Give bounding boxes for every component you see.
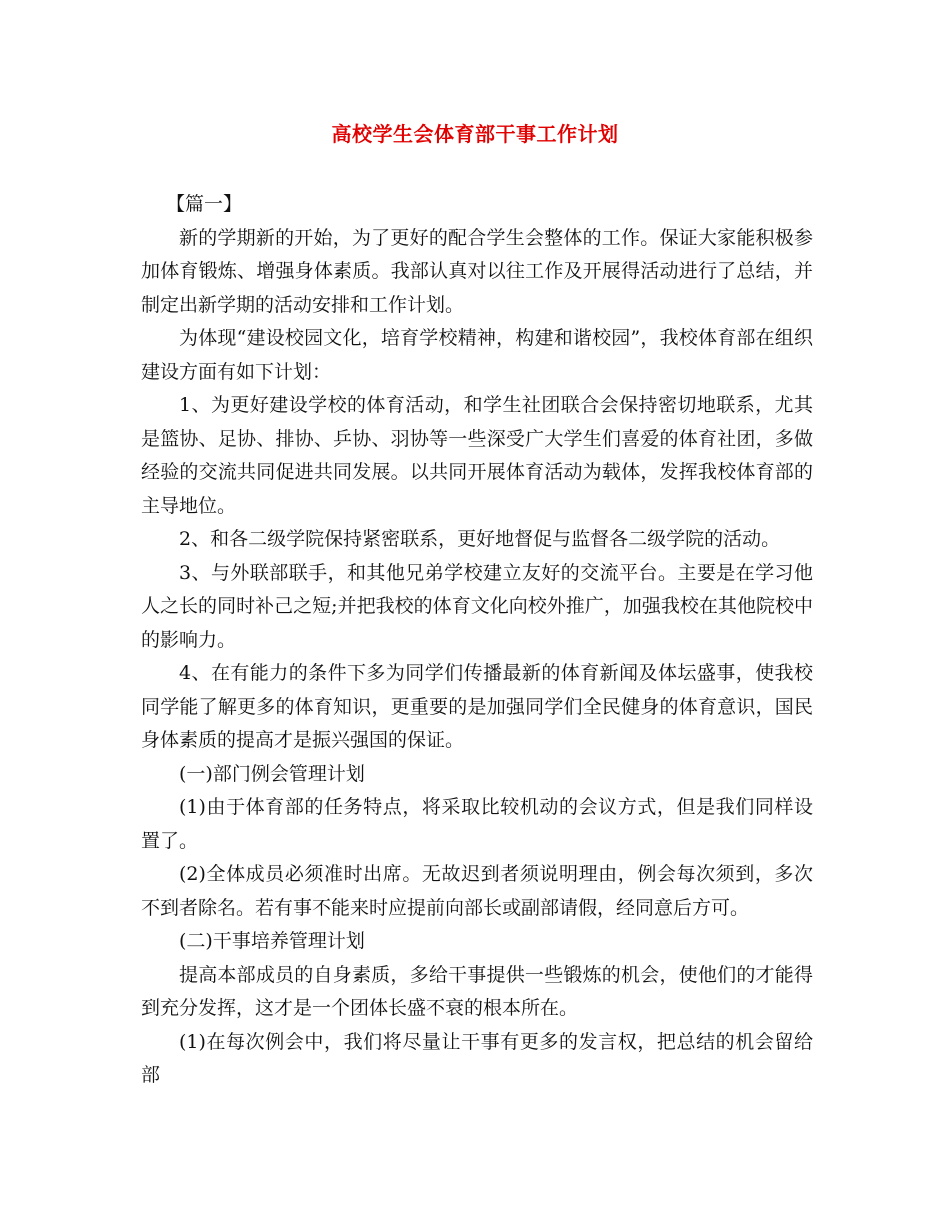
- document-title: 高校学生会体育部干事工作计划: [331, 122, 619, 146]
- paragraph-item-4: 4、在有能力的条件下多为同学们传播最新的体育新闻及体坛盛事，使我校同学能了解更多的体育知识，更重要的是加强同学们全民健身的体育意识，国民身体素质的提高才是振兴强国的保证。: [141, 662, 813, 751]
- paragraph-intro: 新的学期新的开始，为了更好的配合学生会整体的工作。保证大家能积极参加体育锻炼、增强身体素质。我部认真对以往工作及开展得活动进行了总结，并制定出新学期的活动安排和工作计划。: [141, 226, 813, 316]
- subheading-meeting-plan: (一)部门例会管理计划: [179, 762, 365, 785]
- subheading-staff-plan: (二)干事培养管理计划: [179, 930, 365, 952]
- paragraph-meeting-1: (1)由于体育部的任务特点，将采取比较机动的会议方式，但是我们同样设置了。: [141, 796, 813, 852]
- paragraph-item-3: 3、与外联部联手，和其他兄弟学校建立友好的交流平台。主要是在学习他人之长的同时补己之短;并把我校的体育文化向校外推广，加强我校在其他院校中的影响力。: [141, 561, 813, 651]
- paragraph-organization: 为体现“建设校园文化，培育学校精神，构建和谐校园”，我校体育部在组织建设方面有如下计划：: [141, 327, 813, 383]
- section-label: 【篇一】: [166, 193, 243, 215]
- paragraph-staff-intro: 提高本部成员的自身素质，多给干事提供一些锻炼的机会，使他们的才能得到充分发挥，这才是一个团体长盛不衰的根本所在。: [141, 963, 813, 1019]
- paragraph-item-2: 2、和各二级学院保持紧密联系，更好地督促与监督各二级学院的活动。: [179, 528, 781, 550]
- document-body: [141, 188, 813, 1093]
- paragraph-meeting-2: (2)全体成员必须准时出席。无故迟到者须说明理由，例会每次须到，多次不到者除名。若有事不能来时应提前向部长或副部请假，经同意后方可。: [141, 863, 813, 919]
- paragraph-staff-1: (1)在每次例会中，我们将尽量让干事有更多的发言权，把总结的机会留给部: [141, 1030, 813, 1086]
- paragraph-item-1: 1、为更好建设学校的体育活动，和学生社团联合会保持密切地联系，尤其是篮协、足协、排协、乒协、羽协等一些深受广大学生们喜爱的体育社团，多做经验的交流共同促进共同发展。以共同开展体育活动为载体，发挥我校体育部的主导地位。: [141, 394, 813, 517]
